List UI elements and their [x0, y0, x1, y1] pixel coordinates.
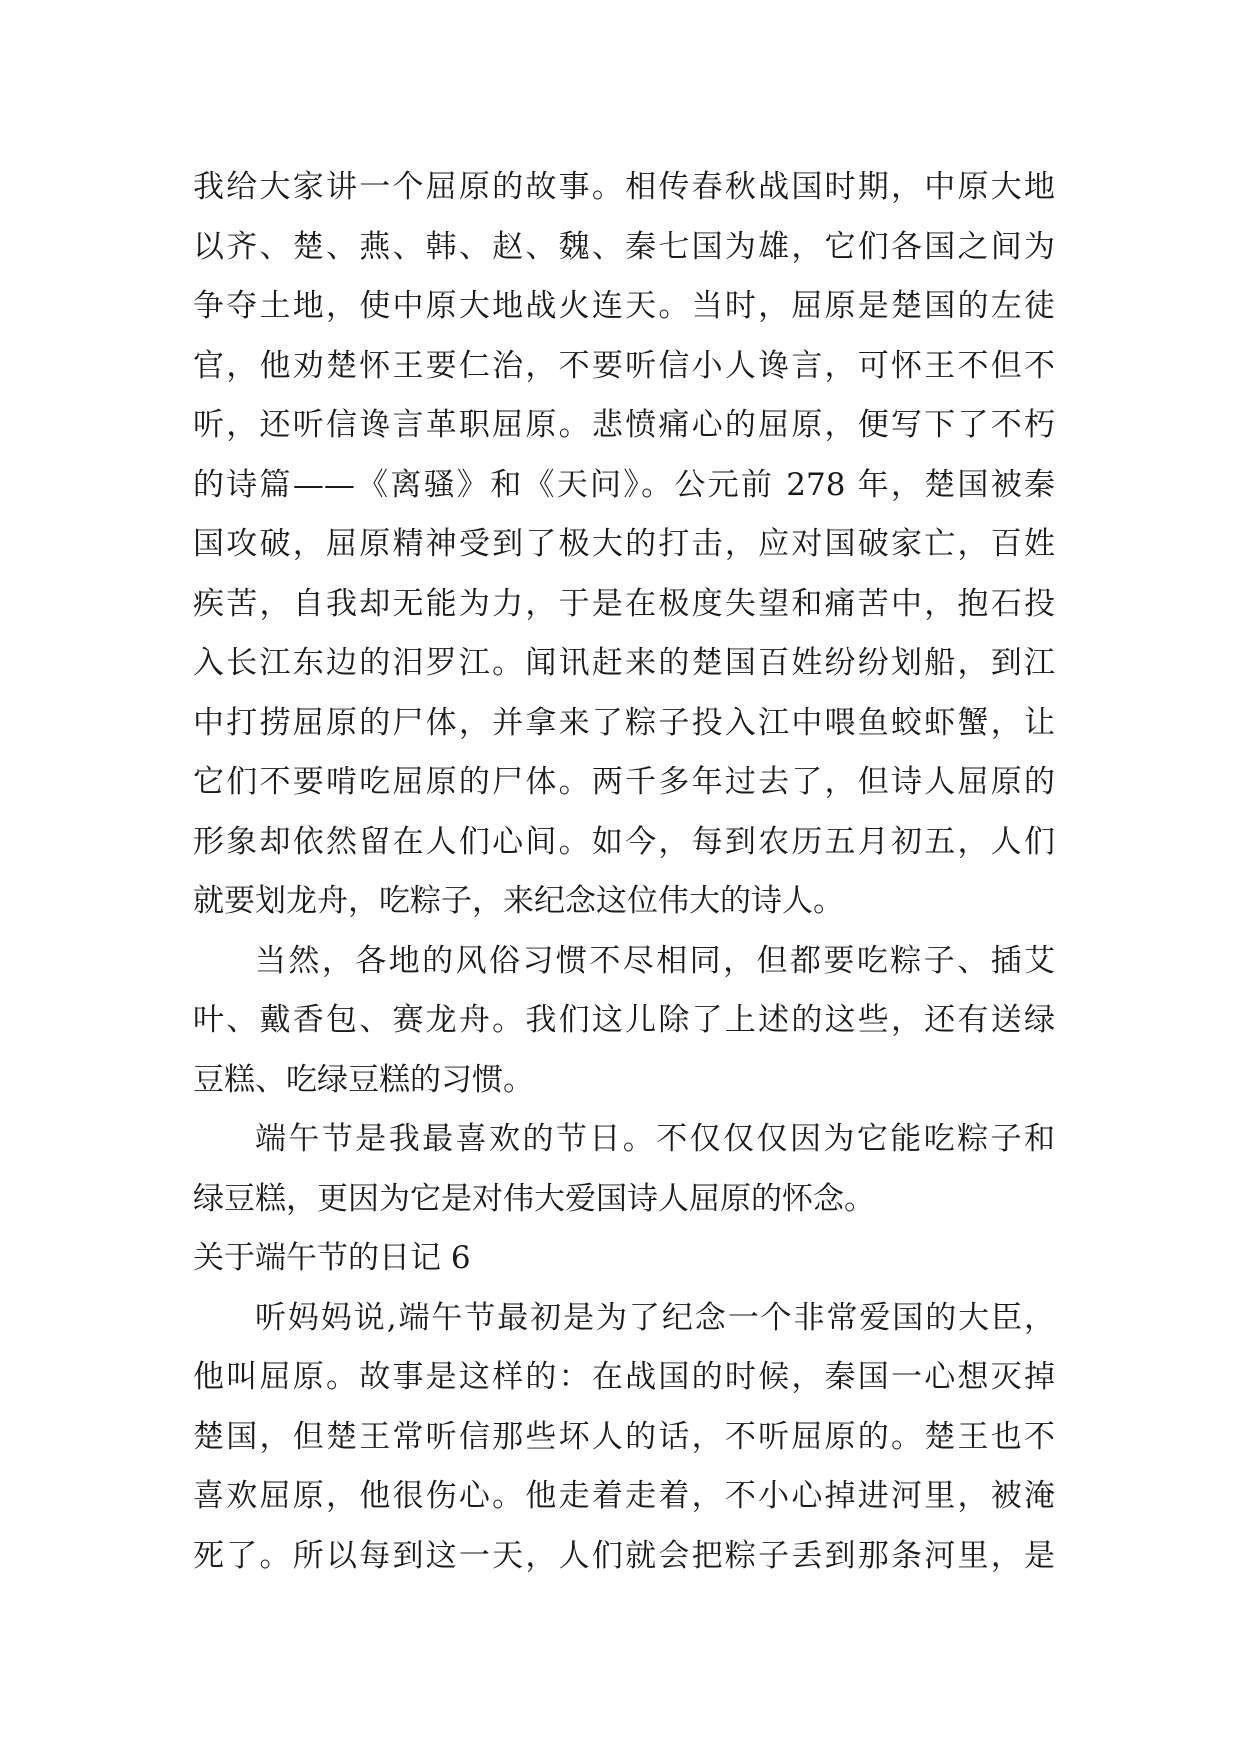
- text-line: 它们不要啃吃屈原的尸体。两千多年过去了，但诗人屈原的: [193, 764, 1055, 800]
- text-line: 端午节是我最喜欢的节日。不仅仅仅因为它能吃粽子和: [255, 1121, 1055, 1157]
- text-line: 入长江东边的汨罗江。闻讯赶来的楚国百姓纷纷划船，到江: [193, 645, 1055, 681]
- text-line: 楚国，但楚王常听信那些坏人的话，不听屈原的。楚王也不: [193, 1418, 1055, 1455]
- text-line: 我给大家讲一个屈原的故事。相传春秋战国时期，中原大地: [193, 169, 1055, 205]
- section-heading: 关于端午节的日记 6: [193, 1240, 471, 1276]
- text-line: 死了。所以每到这一天，人们就会把粽子丢到那条河里，是: [193, 1537, 1055, 1574]
- text-line: 就要划龙舟，吃粽子，来纪念这位伟大的诗人。: [193, 883, 844, 919]
- text-line: 以齐、楚、燕、韩、赵、魏、秦七国为雄，它们各国之间为: [193, 228, 1055, 265]
- text-line: 绿豆糕，更因为它是对伟大爱国诗人屈原的怀念。: [193, 1180, 875, 1217]
- text-line: 国攻破，屈原精神受到了极大的打击，应对国破家亡，百姓: [193, 526, 1055, 562]
- text-line: 官，他劝楚怀王要仁治，不要听信小人谗言，可怀王不但不: [193, 347, 1055, 384]
- text-line: 喜欢屈原，他很伤心。他走着走着，不小心掉进河里，被淹: [193, 1478, 1055, 1514]
- text-line: 当然，各地的风俗习惯不尽相同，但都要吃粽子、插艾: [255, 942, 1055, 979]
- text-line: 疾苦，自我却无能为力，于是在极度失望和痛苦中，抱石投: [193, 585, 1055, 622]
- text-line: 听妈妈说,端午节最初是为了纪念一个非常爱国的大臣，: [255, 1299, 1055, 1336]
- text-line: 他叫屈原。故事是这样的：在战国的时候，秦国一心想灭掉: [193, 1359, 1055, 1395]
- document-body: [193, 158, 1055, 1586]
- text-line: 中打捞屈原的尸体，并拿来了粽子投入江中喂鱼蛟虾蟹，让: [193, 704, 1055, 741]
- text-line: 争夺土地，使中原大地战火连天。当时，屈原是楚国的左徒: [193, 288, 1055, 324]
- text-line: 形象却依然留在人们心间。如今，每到农历五月初五，人们: [193, 823, 1055, 860]
- text-line: 的诗篇——《离骚》和《天问》。公元前 278 年，楚国被秦: [193, 466, 1055, 503]
- text-line: 听，还听信谗言革职屈原。悲愤痛心的屈原，便写下了不朽: [193, 407, 1055, 443]
- text-line: 叶、戴香包、赛龙舟。我们这儿除了上述的这些，还有送绿: [193, 1002, 1055, 1038]
- text-line: 豆糕、吃绿豆糕的习惯。: [193, 1061, 534, 1098]
